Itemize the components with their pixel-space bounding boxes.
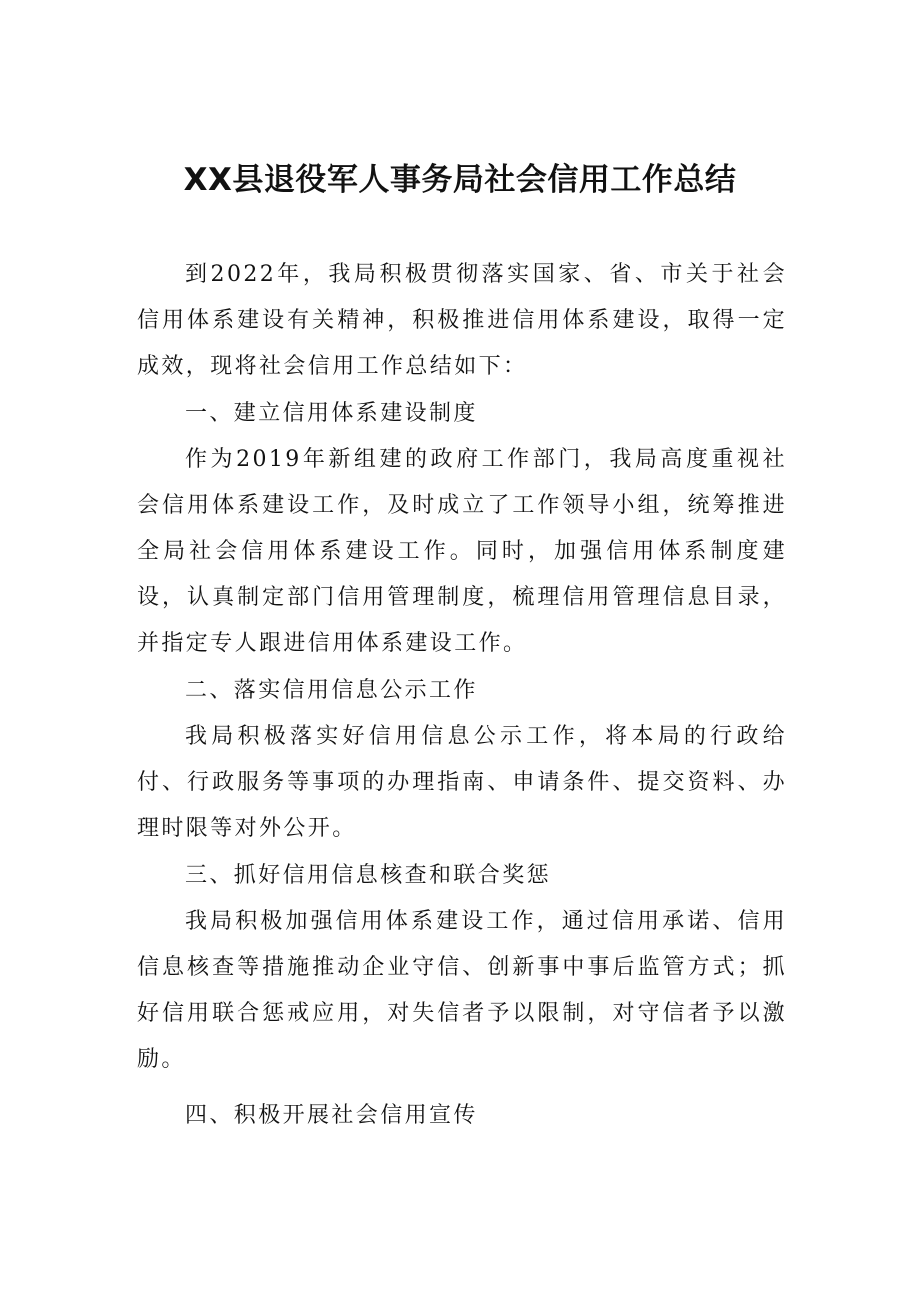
section-heading-3: 三、抓好信用信息核查和联合奖惩 (185, 863, 552, 888)
section-body-3: 我局积极加强信用体系建设工作，通过信用承诺、信用信息核查等措施推动企业守信、创新事中事后监管方式；抓好信用联合惩戒应用，对失信者予以限制，对守信者予以激励。 (137, 909, 787, 1072)
section-body-2: 我局积极落实好信用信息公示工作，将本局的行政给付、行政服务等事项的办理指南、申请条件、提交资料、办理时限等对外公开。 (137, 724, 787, 841)
intro-paragraph: 到2022年，我局积极贯彻落实国家、省、市关于社会信用体系建设有关精神，积极推进信用体系建设，取得一定成效，现将社会信用工作总结如下： (137, 262, 787, 379)
section-heading-4: 四、积极开展社会信用宣传 (185, 1103, 478, 1128)
section-heading-1: 一、建立信用体系建设制度 (185, 401, 478, 426)
page-title: XX县退役军人事务局社会信用工作总结 (183, 162, 737, 198)
section-body-1: 作为2019年新组建的政府工作部门，我局高度重视社会信用体系建设工作，及时成立了工作领导小组，统筹推进全局社会信用体系建设工作。同时，加强信用体系制度建设，认真制定部门信用管理制度，梳理信用管理信息目录，并指定专人跟进信用体系建设工作。 (137, 447, 787, 656)
section-heading-2: 二、落实信用信息公示工作 (185, 678, 478, 703)
document-body (137, 252, 787, 1139)
